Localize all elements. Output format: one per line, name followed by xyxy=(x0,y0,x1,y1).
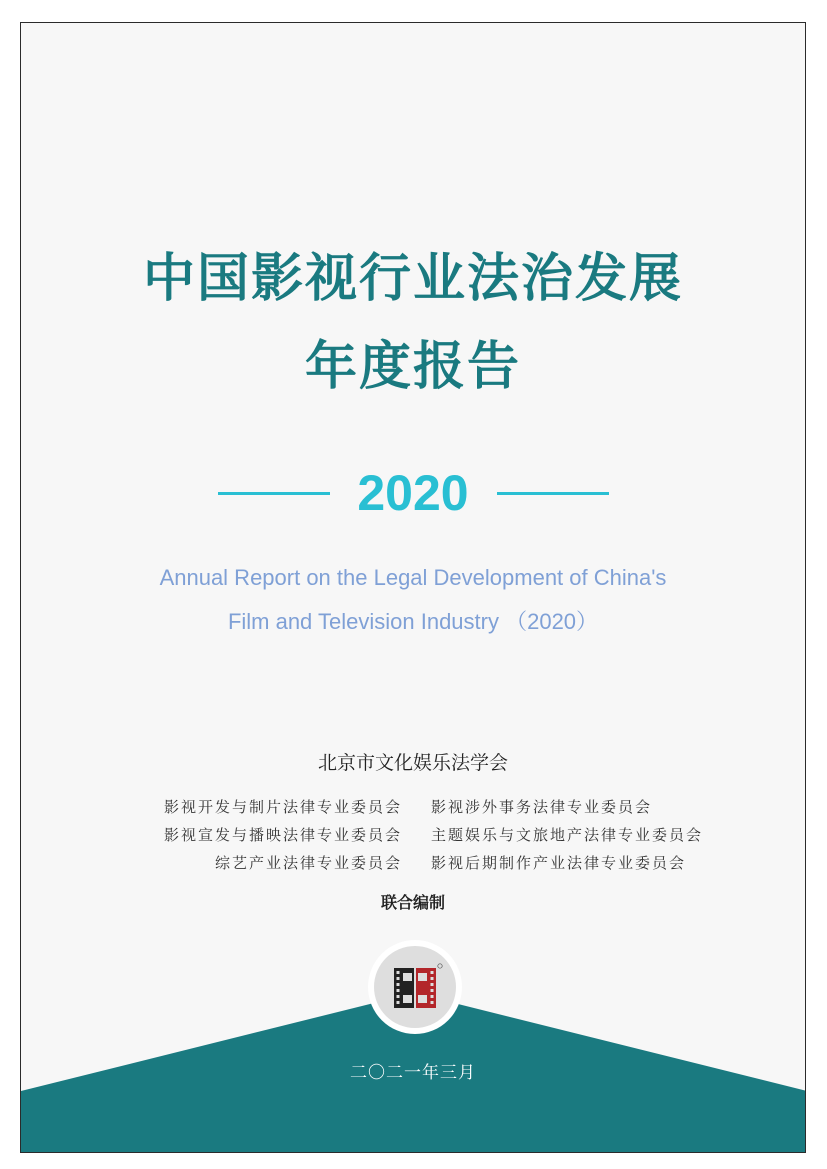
film-strip-logo-icon xyxy=(374,946,456,1028)
organization-name: 北京市文化娱乐法学会 xyxy=(317,752,508,774)
committee-item: 影视涉外事务法律专业委员会 xyxy=(431,798,653,816)
english-title-line-2: Film and Television Industry （2020） xyxy=(227,609,599,634)
title-line-1: 中国影视行业法治发展 xyxy=(142,249,683,309)
committee-item: 主题娱乐与文旅地产法律专业委员会 xyxy=(431,826,704,844)
logo-background xyxy=(374,946,456,1028)
publication-date: 二〇二一年三月 xyxy=(350,1063,476,1083)
english-title-line-1: Annual Report on the Legal Development of China's xyxy=(159,565,667,590)
committee-item: 综艺产业法律专业委员会 xyxy=(214,854,402,872)
committee-item: 影视后期制作产业法律专业委员会 xyxy=(431,854,687,872)
joint-compilation-label: 联合编制 xyxy=(380,893,445,912)
title-line-2: 年度报告 xyxy=(304,337,521,397)
report-cover xyxy=(20,22,806,1153)
logo-badge xyxy=(368,940,462,1034)
report-year: 2020 xyxy=(357,465,469,521)
committee-item: 影视宣发与播映法律专业委员会 xyxy=(163,826,402,844)
committee-item: 影视开发与制片法律专业委员会 xyxy=(163,798,402,816)
